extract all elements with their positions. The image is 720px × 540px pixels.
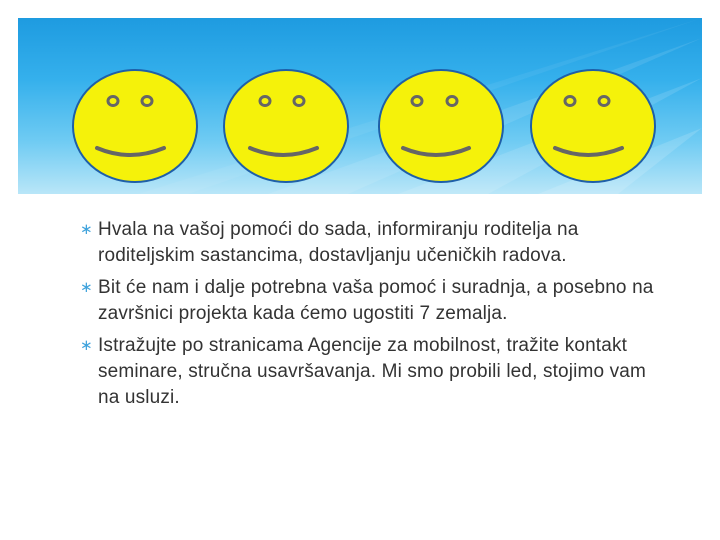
list-item-text: Istražujte po stranicama Agencije za mobilnost, tražite kontakt seminare, stručna usavršavanja. Mi smo probili led, stojimo vam na usluzi. bbox=[98, 335, 646, 408]
smiley-row bbox=[18, 18, 702, 194]
list-item-text: Hvala na vašoj pomoći do sada, informiranju roditelja na roditeljskim sastancima, dostavljanju učeničkih radova. bbox=[98, 219, 579, 266]
smiley-face-icon bbox=[528, 68, 658, 184]
list-item bbox=[80, 217, 660, 269]
smiley-face-icon bbox=[70, 68, 200, 184]
list-item bbox=[80, 333, 660, 411]
bullet-asterisk-icon: ∗ bbox=[80, 221, 93, 238]
smiley-face-icon bbox=[221, 68, 351, 184]
list-item bbox=[80, 275, 660, 327]
bullet-list bbox=[80, 217, 660, 417]
bullet-asterisk-icon: ∗ bbox=[80, 337, 93, 354]
header-banner bbox=[18, 18, 702, 194]
list-item-text: Bit će nam i dalje potrebna vaša pomoć i suradnja, a posebno na završnici projekta kada ćemo ugostiti 7 zemalja. bbox=[98, 277, 654, 324]
smiley-face-icon bbox=[376, 68, 506, 184]
bullet-asterisk-icon: ∗ bbox=[80, 279, 93, 296]
